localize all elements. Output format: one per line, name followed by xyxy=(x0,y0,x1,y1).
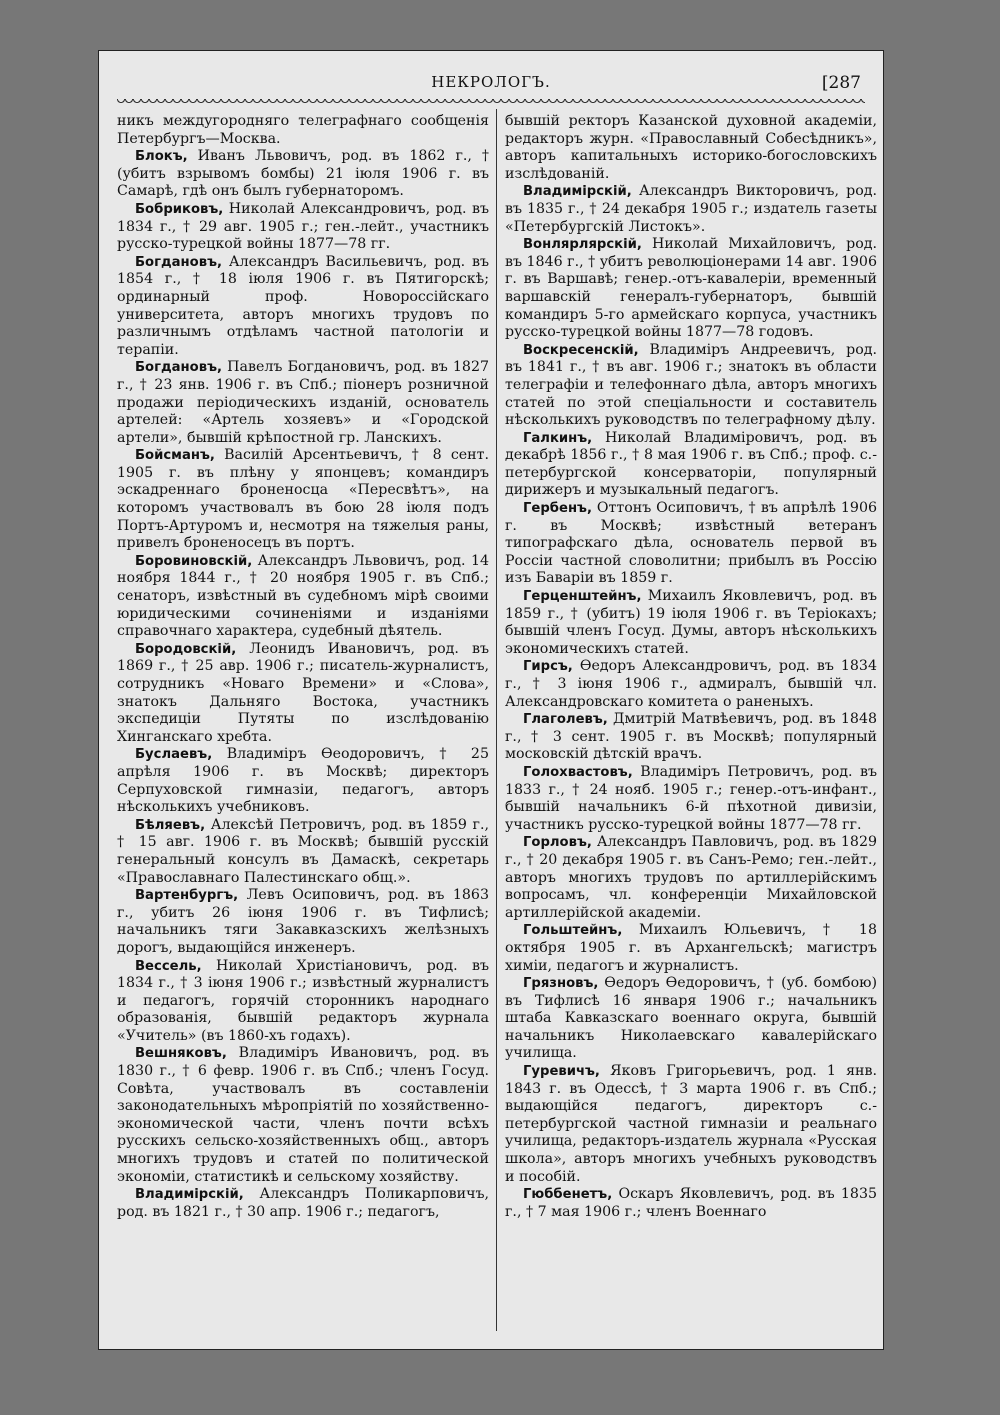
entry-text: Александръ Поликарповичъ, род. въ 1821 г., † 30 апр. 1906 г.; педагогъ, xyxy=(117,1186,489,1220)
entry-name: Владимірскій, xyxy=(523,184,632,200)
obituary-entry xyxy=(505,658,877,711)
entry-text: Оттонъ Осиповичъ, † въ апрѣлѣ 1906 г. въ Москвѣ; извѣстный ветеранъ типографскаго дѣла, основатель первой въ Россіи частной словолитни; прибылъ въ Россію изъ Баваріи въ 1859 г. xyxy=(505,500,877,587)
entry-text: Александръ Васильевичъ, род. въ 1854 г., † 18 іюля 1906 г. въ Пятигорскѣ; ординарный проф. Новороссійскаго университета, авторъ многихъ трудовъ по различнымъ отдѣламъ частной патологіи и терапіи. xyxy=(117,253,489,358)
entry-text: никъ междугородняго телеграфнаго сообщенія Петербургъ—Москва. xyxy=(117,113,489,147)
entry-name: Богдановъ, xyxy=(135,254,222,270)
obituary-entry xyxy=(505,1186,877,1221)
entry-name: Вонлярлярскій, xyxy=(523,237,642,253)
entry-name: Гуревичъ, xyxy=(523,1064,600,1080)
entry-name: Бѣляевъ, xyxy=(135,817,206,833)
entry-text: Михаилъ Яковлевичъ, род. въ 1859 г., † (убитъ) 19 іюля 1906 г. въ Теріокахъ; бывшій членъ Госуд. Думы, авторъ нѣсколькихъ экономическихъ статей. xyxy=(505,588,877,657)
obituary-entry xyxy=(117,1186,489,1221)
right-column xyxy=(505,113,877,1221)
entry-name: Буслаевъ, xyxy=(135,747,213,763)
entry-name: Голохвастовъ, xyxy=(523,764,633,780)
entry-text: Михаилъ Юльевичъ, † 18 октября 1905 г. въ Архангельскѣ; магистръ химіи, педагогъ и журналистъ. xyxy=(505,922,877,974)
entry-text: Ѳедоръ Ѳедоровичъ, † (уб. бомбою) въ Тифлисѣ 16 января 1906 г.; начальникъ штаба Кавказскаго военнаго округа, бывшій начальникъ Николаевскаго кавалерійскаго училища. xyxy=(505,975,877,1062)
obituary-entry xyxy=(505,342,877,430)
obituary-entry xyxy=(117,359,489,447)
obituary-entry xyxy=(117,958,489,1046)
obituary-entry xyxy=(505,430,877,500)
obituary-entry xyxy=(505,183,877,236)
entry-name: Бобриковъ, xyxy=(135,201,224,217)
obituary-entry xyxy=(505,975,877,1063)
obituary-entry xyxy=(117,641,489,747)
entry-text: Яковъ Григорьевичъ, род. 1 янв. 1843 г. въ Одессѣ, † 3 марта 1906 г. въ Спб.; выдающійся педагогъ, директоръ с.-петербургской частной гимназіи и реальнаго училища, редакторъ-издатель журнала «Русская школа», авторъ многихъ учебныхъ руководствъ и пособій. xyxy=(505,1063,877,1185)
entry-text: бывшій ректоръ Казанской духовной академіи, редакторъ журн. «Православный Собесѣдникъ», авторъ капитальныхъ историко-богословскихъ изслѣдованій. xyxy=(505,113,877,182)
page-header xyxy=(99,73,883,97)
entry-text: Иванъ Львовичъ, род. въ 1862 г., † (убитъ взрывомъ бомбы) 21 іюля 1906 г. въ Самарѣ, гдѣ онъ былъ губернаторомъ. xyxy=(117,148,489,200)
entry-text: Дмитрій Матвѣевичъ, род. въ 1848 г., † 3 сент. 1905 г. въ Москвѣ; популярный московскій дѣтскій врачъ. xyxy=(505,711,877,763)
entry-name: Гольштейнъ, xyxy=(523,923,623,939)
page-number: [287 xyxy=(821,73,861,93)
obituary-entry xyxy=(117,746,489,816)
entry-name: Глаголевъ, xyxy=(523,712,608,728)
obituary-entry xyxy=(505,236,877,342)
obituary-entry xyxy=(117,254,489,360)
entry-text: Алексѣй Петровичъ, род. въ 1859 г., † 15 авг. 1906 г. въ Москвѣ; бывшій русскій генеральный консулъ въ Дамаскѣ, секретарь «Православнаго Палестинскаго общ.». xyxy=(117,816,489,886)
obituary-entry xyxy=(117,817,489,887)
entry-name: Герценштейнъ, xyxy=(523,589,642,605)
entry-text: Николай Христіановичъ, род. въ 1834 г., † 3 іюня 1906 г.; извѣстный журналистъ и педагогъ, горячій сторонникъ народнаго образованія, бывшій редакторъ журнала «Учитель» (въ 1860-хъ годахъ). xyxy=(117,957,489,1044)
entry-text: Александръ Львовичъ, род. 14 ноября 1844 г., † 20 ноября 1905 г. въ Спб.; сенаторъ, извѣстный въ судебномъ мірѣ своими юридическими сочиненіями и изданіями справочнаго характера, судебный дѣятель. xyxy=(117,552,489,640)
entry-name: Грязновъ, xyxy=(523,976,599,992)
obituary-entry xyxy=(117,553,489,641)
obituary-entry xyxy=(505,1063,877,1186)
obituary-entry xyxy=(505,500,877,588)
entry-name: Гюббенетъ, xyxy=(523,1187,613,1203)
entry-text: Ѳедоръ Александровичъ, род. въ 1834 г., † 3 іюня 1906 г., адмиралъ, бывшій чл. Александровскаго комитета о раненыхъ. xyxy=(505,658,877,710)
entry-text: Павелъ Богдановичъ, род. въ 1827 г., † 23 янв. 1906 г. въ Спб.; піонеръ розничной продажи періодическихъ изданій, основатель артелей: «Артель хозяевъ» и «Городской артели», бывшій крѣпостной гр. Ланскихъ. xyxy=(117,359,489,446)
entry-name: Богдановъ, xyxy=(135,360,222,376)
entry-text: Николай Владиміровичъ, род. въ декабрѣ 1856 г., † 8 мая 1906 г. въ Спб.; проф. с.-петербургской консерваторіи, популярный дирижеръ и музыкальный педагогъ. xyxy=(505,429,877,499)
entry-name: Владимірскій, xyxy=(135,1187,244,1203)
decorative-wavy-rule xyxy=(117,99,865,107)
entry-text: Владиміръ Ивановичъ, род. въ 1830 г., † 6 февр. 1906 г. въ Спб.; членъ Госуд. Совѣта, участвовалъ въ составленіи законодательныхъ мѣропріятій по хозяйственно-экономической части, членъ почти всѣхъ русскихъ сельско-хозяйственныхъ общ., авторъ многихъ трудовъ и статей по политической экономіи, статистикѣ и сельскому хозяйству. xyxy=(117,1045,489,1185)
entry-name: Гербенъ, xyxy=(523,501,592,517)
entry-name: Вартенбургъ, xyxy=(135,888,239,904)
entry-name: Воскресенскій, xyxy=(523,342,639,358)
obituary-entry xyxy=(505,764,877,834)
running-title: НЕКРОЛОГЪ. xyxy=(431,73,551,91)
obituary-entry xyxy=(117,113,489,148)
book-page xyxy=(98,50,884,1350)
entry-text: Александръ Павловичъ, род. въ 1829 г., † 20 декабря 1905 г. въ Санъ-Ремо; ген.-лейт., авторъ многихъ трудовъ по артиллерійскимъ вопросамъ, чл. конференціи Михайловской артиллерійской академіи. xyxy=(505,834,877,921)
entry-name: Бойсманъ, xyxy=(135,448,215,464)
left-column xyxy=(117,113,489,1221)
obituary-entry xyxy=(117,887,489,957)
entry-text: Владиміръ Петровичъ, род. въ 1833 г., † 24 нояб. 1905 г.; генер.-отъ-инфант., бывшій начальникъ 6-й пѣхотной дивизіи, участникъ русско-турецкой войны 1877—78 гг. xyxy=(505,763,877,833)
obituary-entry xyxy=(117,148,489,201)
entry-text: Владиміръ Ѳеодоровичъ, † 25 апрѣля 1906 г. въ Москвѣ; директоръ Серпуховской гимназіи, педагогъ, авторъ нѣсколькихъ учебниковъ. xyxy=(117,746,489,816)
entry-text: Оскаръ Яковлевичъ, род. въ 1835 г., † 7 мая 1906 г.; членъ Военнаго xyxy=(505,1186,877,1220)
entry-name: Боровиновскій, xyxy=(135,553,253,569)
obituary-entry xyxy=(505,588,877,658)
obituary-entry xyxy=(117,447,489,553)
entry-text: Левъ Осиповичъ, род. въ 1863 г., убитъ 26 іюня 1906 г. въ Тифлисѣ; начальникъ тяги Закавказскихъ желѣзныхъ дорогъ, выдающійся инженеръ. xyxy=(117,887,489,956)
column-divider xyxy=(496,109,497,1331)
entry-name: Вешняковъ, xyxy=(135,1046,227,1062)
obituary-entry xyxy=(505,113,877,183)
entry-name: Блокъ, xyxy=(135,149,188,165)
entry-text: Николай Александровичъ, род. въ 1834 г., † 29 авг. 1905 г.; ген.-лейт., участникъ русско-турецкой войны 1877—78 гг. xyxy=(117,200,489,253)
entry-text: Василій Арсентьевичъ, † 8 сент. 1905 г. въ плѣну у японцевъ; командиръ эскадреннаго броненосца «Пересвѣтъ», на которомъ участвовалъ въ бою 28 іюля подъ Портъ-Артуромъ и, несмотря на тяжелыя раны, привелъ броненосецъ въ портъ. xyxy=(117,447,489,552)
obituary-entry xyxy=(505,834,877,922)
entry-text: Николай Михайловичъ, род. въ 1846 г., † убитъ революціонерами 14 авг. 1906 г. въ Варшавѣ; генер.-отъ-кавалеріи, временный варшавскій генералъ-губернаторъ, бывшій командиръ 5-го армейскаго корпуса, участникъ русско-турецкой войны 1877—78 годовъ. xyxy=(505,236,877,341)
entry-name: Бородовскій, xyxy=(135,641,237,657)
entry-text: Леонидъ Ивановичъ, род. въ 1869 г., † 25 авр. 1906 г.; писатель-журналистъ, сотрудникъ «Новаго Времени» и «Слова», знатокъ Дальняго Востока, участникъ экспедиціи Путяты по изслѣдованію Хинганскаго хребта. xyxy=(117,640,489,745)
entry-text: Владиміръ Андреевичъ, род. въ 1841 г., † въ авг. 1906 г.; знатокъ въ области телеграфіи и телефоннаго дѣла, авторъ многихъ статей по этой спеціальности и составитель нѣсколькихъ руководствъ по телеграфному дѣлу. xyxy=(505,341,877,429)
obituary-entry xyxy=(117,1045,489,1186)
obituary-entry xyxy=(117,201,489,254)
obituary-entry xyxy=(505,922,877,975)
entry-name: Гирсъ, xyxy=(523,659,573,675)
obituary-entry xyxy=(505,711,877,764)
entry-name: Горловъ, xyxy=(523,835,592,851)
entry-name: Галкинъ, xyxy=(523,430,593,446)
entry-name: Вессель, xyxy=(135,958,202,974)
entry-text: Александръ Викторовичъ, род. въ 1835 г., † 24 декабря 1905 г.; издатель газеты «Петербургскій Листокъ». xyxy=(505,183,877,235)
